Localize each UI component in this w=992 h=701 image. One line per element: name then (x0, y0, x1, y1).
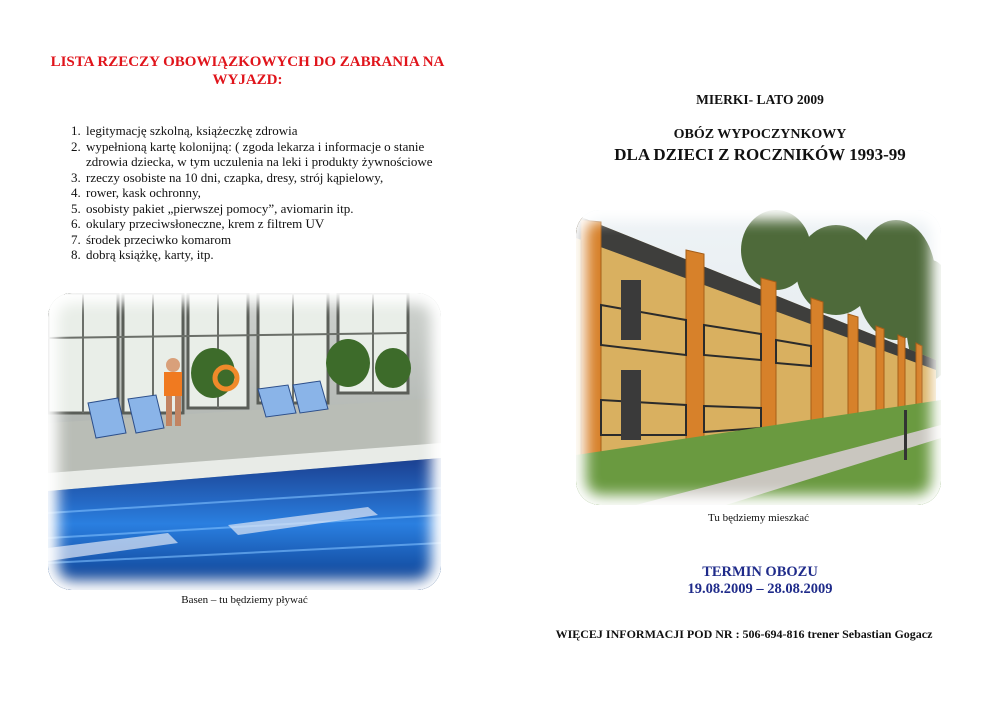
contact-info: WIĘCEJ INFORMACJI POD NR : 506-694-816 trener Sebastian Gogacz (555, 627, 933, 641)
list-item: 1. legitymację szkolną, książeczkę zdrowia (84, 123, 464, 139)
list-item: 7. środek przeciwko komarom (84, 232, 464, 248)
termin-label: TERMIN OBOZU (702, 564, 818, 580)
required-items-list (58, 123, 464, 263)
list-item: 8. dobrą książkę, karty, itp. (84, 247, 464, 263)
accommodation-photo-caption: Tu będziemy mieszkać (707, 512, 809, 524)
page-title: MIERKI- LATO 2009 (696, 92, 824, 107)
termin-dates: 19.08.2009 – 28.08.2009 (687, 581, 833, 597)
list-item: 3. rzeczy osobiste na 10 dni, czapka, dresy, strój kąpielowy, (84, 170, 464, 186)
pool-photo-caption: Basen – tu będziemy pływać (181, 594, 308, 606)
list-item: 2. wypełnioną kartę kolonijną: ( zgoda lekarza i informacje o stanie zdrowia dziecka, w tym uczulenia na leki i produkty żywnościowe (84, 139, 464, 170)
camp-title-line2: DLA DZIECI Z ROCZNIKÓW 1993-99 (614, 145, 906, 164)
accommodation-photo (576, 210, 941, 505)
list-item: 4. rower, kask ochronny, (84, 185, 464, 201)
required-items-heading: LISTA RZECZY OBOWIĄZKOWYCH DO ZABRANIA NA WYJAZD: (50, 54, 445, 88)
list-item: 5. osobisty pakiet „pierwszej pomocy”, aviomarin itp. (84, 201, 464, 217)
camp-title-line1: OBÓZ WYPOCZYNKOWY (673, 127, 847, 142)
camp-dates (560, 564, 960, 598)
pool-photo (48, 293, 441, 590)
list-item: 6. okulary przeciwsłoneczne, krem z filtrem UV (84, 216, 464, 232)
